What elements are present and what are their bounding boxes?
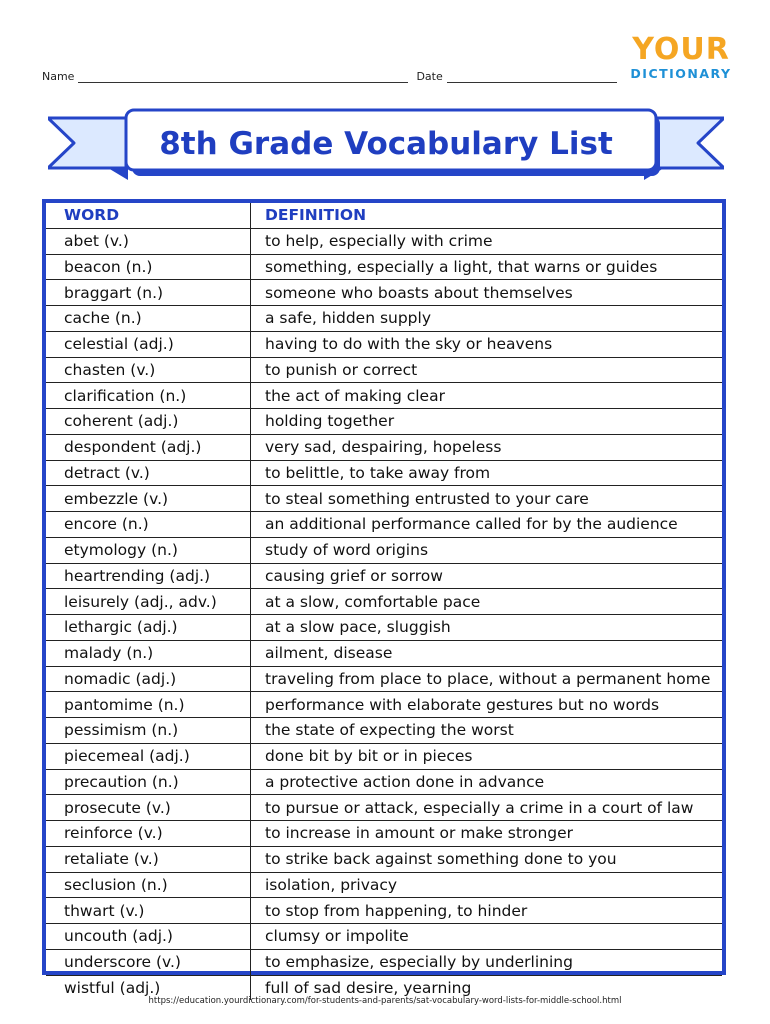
table-row — [46, 383, 722, 409]
word-cell: precaution (n.) — [46, 769, 251, 795]
definition-cell: study of word origins — [251, 537, 723, 563]
word-cell: chasten (v.) — [46, 357, 251, 383]
table-row — [46, 280, 722, 306]
definition-cell: holding together — [251, 409, 723, 435]
title-banner — [48, 108, 724, 188]
table-row — [46, 460, 722, 486]
definition-cell: traveling from place to place, without a permanent home — [251, 666, 723, 692]
vocabulary-table — [42, 199, 726, 997]
word-cell: pantomime (n.) — [46, 692, 251, 718]
column-header-definition: DEFINITION — [251, 203, 723, 228]
table-row — [46, 769, 722, 795]
table-row — [46, 331, 722, 357]
word-cell: despondent (adj.) — [46, 434, 251, 460]
name-field-line[interactable] — [78, 72, 408, 83]
word-cell: coherent (adj.) — [46, 409, 251, 435]
table-row — [46, 409, 722, 435]
word-cell: beacon (n.) — [46, 254, 251, 280]
table-row — [46, 718, 722, 744]
table-row — [46, 821, 722, 847]
definition-cell: an additional performance called for by the audience — [251, 512, 723, 538]
definition-cell: isolation, privacy — [251, 872, 723, 898]
definition-cell: to emphasize, especially by underlining — [251, 949, 723, 975]
definition-cell: clumsy or impolite — [251, 924, 723, 950]
word-cell: leisurely (adj., adv.) — [46, 589, 251, 615]
word-cell: celestial (adj.) — [46, 331, 251, 357]
word-cell: reinforce (v.) — [46, 821, 251, 847]
date-label: Date — [416, 70, 443, 83]
table-row — [46, 228, 722, 254]
word-cell: clarification (n.) — [46, 383, 251, 409]
definition-cell: ailment, disease — [251, 640, 723, 666]
word-cell: nomadic (adj.) — [46, 666, 251, 692]
definition-cell: to stop from happening, to hinder — [251, 898, 723, 924]
word-cell: seclusion (n.) — [46, 872, 251, 898]
date-field-line[interactable] — [447, 72, 617, 83]
logo-your-text: YOUR — [632, 32, 730, 67]
table-row — [46, 640, 722, 666]
definition-cell: causing grief or sorrow — [251, 563, 723, 589]
word-cell: piecemeal (adj.) — [46, 743, 251, 769]
word-cell: embezzle (v.) — [46, 486, 251, 512]
table-row — [46, 486, 722, 512]
word-cell: abet (v.) — [46, 228, 251, 254]
table-row — [46, 512, 722, 538]
table-row — [46, 563, 722, 589]
table-row — [46, 434, 722, 460]
column-header-word: WORD — [46, 203, 251, 228]
word-cell: detract (v.) — [46, 460, 251, 486]
definition-cell: to strike back against something done to you — [251, 846, 723, 872]
table-row — [46, 949, 722, 975]
table-row — [46, 872, 722, 898]
definition-cell: having to do with the sky or heavens — [251, 331, 723, 357]
definition-cell: to pursue or attack, especially a crime in a court of law — [251, 795, 723, 821]
table-row — [46, 306, 722, 332]
table-header-row — [46, 203, 722, 228]
word-cell: heartrending (adj.) — [46, 563, 251, 589]
definition-cell: to belittle, to take away from — [251, 460, 723, 486]
definition-cell: full of sad desire, yearning — [265, 978, 472, 997]
word-cell: encore (n.) — [46, 512, 251, 538]
word-cell: thwart (v.) — [46, 898, 251, 924]
definition-cell: a protective action done in advance — [251, 769, 723, 795]
definition-cell: something, especially a light, that warns or guides — [251, 254, 723, 280]
word-cell: wistful (adj.) — [46, 975, 251, 1000]
table-row — [46, 795, 722, 821]
name-date-row — [42, 70, 617, 83]
definition-cell: a safe, hidden supply — [251, 306, 723, 332]
table-row — [46, 743, 722, 769]
definition-cell: to help, especially with crime — [251, 228, 723, 254]
table-row — [46, 692, 722, 718]
definition-cell: at a slow pace, sluggish — [251, 615, 723, 641]
table-row — [46, 537, 722, 563]
word-cell: lethargic (adj.) — [46, 615, 251, 641]
definition-cell: to punish or correct — [251, 357, 723, 383]
word-cell: retaliate (v.) — [46, 846, 251, 872]
definition-cell: someone who boasts about themselves — [251, 280, 723, 306]
definition-cell: to steal something entrusted to your care — [251, 486, 723, 512]
table-row — [46, 589, 722, 615]
table-row — [46, 666, 722, 692]
word-cell: malady (n.) — [46, 640, 251, 666]
word-cell: braggart (n.) — [46, 280, 251, 306]
source-url: https://education.yourdictionary.com/for-students-and-parents/sat-vocabulary-word-lists-for-middle-school.html — [148, 996, 622, 1006]
definition-cell: the state of expecting the worst — [251, 718, 723, 744]
table-row — [46, 924, 722, 950]
definition-cell: done bit by bit or in pieces — [251, 743, 723, 769]
word-cell: etymology (n.) — [46, 537, 251, 563]
table-row — [46, 846, 722, 872]
yourdictionary-logo — [626, 34, 736, 82]
word-cell: prosecute (v.) — [46, 795, 251, 821]
table-row — [46, 357, 722, 383]
definition-cell: at a slow, comfortable pace — [251, 589, 723, 615]
definition-cell: to increase in amount or make stronger — [251, 821, 723, 847]
definition-cell: very sad, despairing, hopeless — [251, 434, 723, 460]
word-cell: uncouth (adj.) — [46, 924, 251, 950]
table-row — [46, 898, 722, 924]
definition-cell: the act of making clear — [251, 383, 723, 409]
name-label: Name — [42, 70, 75, 83]
word-cell: cache (n.) — [46, 306, 251, 332]
page-title: 8th Grade Vocabulary List — [159, 126, 613, 162]
table-row — [46, 254, 722, 280]
definition-cell: performance with elaborate gestures but no words — [251, 692, 723, 718]
logo-dictionary-text: DICTIONARY — [630, 66, 732, 81]
table-row — [46, 615, 722, 641]
word-cell: pessimism (n.) — [46, 718, 251, 744]
word-cell: underscore (v.) — [46, 949, 251, 975]
